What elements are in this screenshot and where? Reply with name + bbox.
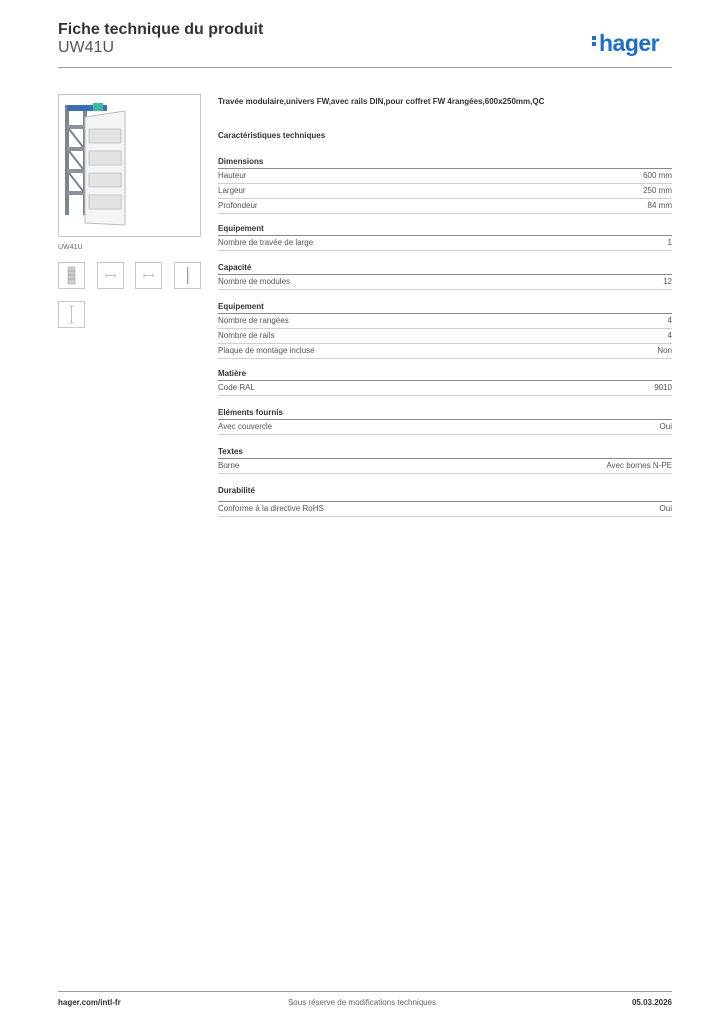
spec-row xyxy=(218,420,672,435)
spec-value: 250 mm xyxy=(643,186,672,195)
spec-row xyxy=(218,236,672,251)
spec-section-matiere xyxy=(218,367,672,396)
logo-text: hager xyxy=(599,30,660,56)
spec-row xyxy=(218,459,672,474)
spec-label: Profondeur xyxy=(218,201,258,210)
spec-value: 84 mm xyxy=(647,201,672,210)
spec-value: 9010 xyxy=(654,383,672,392)
product-reference: UW41U xyxy=(58,39,115,56)
spec-value: 12 xyxy=(663,277,672,286)
spec-value: Oui xyxy=(659,422,672,431)
spec-section-capacite xyxy=(218,261,672,290)
section-title: Capacité xyxy=(218,261,672,275)
depth-dimension-icon xyxy=(136,263,161,288)
spec-value: 600 mm xyxy=(643,171,672,180)
spec-row xyxy=(218,169,672,184)
spec-value: 4 xyxy=(667,316,672,325)
logo-dots-icon xyxy=(592,34,597,48)
footer-website-link[interactable]: hager.com/intl-fr xyxy=(58,998,121,1007)
spec-label: Plaque de montage incluse xyxy=(218,346,315,355)
spec-row xyxy=(218,199,672,214)
thumbnail-width-drawing[interactable] xyxy=(97,262,124,289)
spec-row xyxy=(218,381,672,396)
spec-value: 4 xyxy=(667,331,672,340)
spec-row xyxy=(218,329,672,344)
width-dimension-icon xyxy=(98,263,123,288)
thumbnail-height-drawing[interactable] xyxy=(58,301,85,328)
spec-row xyxy=(218,184,672,199)
spec-label: Nombre de modules xyxy=(218,277,291,286)
spec-label: Nombre de rails xyxy=(218,331,275,340)
spec-label: Nombre de travée de large xyxy=(218,238,314,247)
page-title: Fiche technique du produit xyxy=(58,21,264,38)
spec-label: Code RAL xyxy=(218,383,255,392)
specs-title: Caractéristiques techniques xyxy=(218,131,326,140)
spec-section-textes xyxy=(218,445,672,474)
spec-row xyxy=(218,314,672,329)
spec-value: Avec bornes N-PE xyxy=(606,461,672,470)
product-description: Travée modulaire,univers FW,avec rails DIN,pour coffret FW 4rangées,600x250mm,QC xyxy=(218,97,545,106)
enclosure-frame-icon xyxy=(59,95,200,236)
section-title: Textes xyxy=(218,445,672,459)
spec-row xyxy=(218,344,672,359)
product-main-image[interactable] xyxy=(58,94,201,237)
spec-section-durabilite xyxy=(218,484,672,517)
footer-notice: Sous réserve de modifications techniques xyxy=(287,998,437,1007)
spec-section-elements-fournis xyxy=(218,406,672,435)
section-title: Equipement xyxy=(218,222,672,236)
section-title: Matière xyxy=(218,367,672,381)
spec-row xyxy=(218,275,672,290)
side-view-icon xyxy=(175,263,200,288)
spec-section-dimensions xyxy=(218,155,672,214)
spec-section-equipement-1 xyxy=(218,222,672,251)
spec-label: Borne xyxy=(218,461,240,470)
spec-label: Largeur xyxy=(218,186,246,195)
section-title: Eléments fournis xyxy=(218,406,672,420)
spec-section-equipement-2 xyxy=(218,300,672,359)
height-dimension-icon xyxy=(59,302,84,327)
section-title: Durabilité xyxy=(218,484,672,502)
section-title: Dimensions xyxy=(218,155,672,169)
header-divider xyxy=(58,67,672,68)
hager-logo xyxy=(592,30,659,57)
footer-divider xyxy=(58,991,672,992)
spec-value: Oui xyxy=(659,504,672,513)
frame-thumbnail-icon xyxy=(59,263,84,288)
spec-label: Conforme à la directive RoHS xyxy=(218,504,324,513)
spec-label: Hauteur xyxy=(218,171,247,180)
footer-date: 05.03.2026 xyxy=(631,998,672,1007)
thumbnail-depth-drawing[interactable] xyxy=(135,262,162,289)
thumbnail-front-view[interactable] xyxy=(58,262,85,289)
image-caption: UW41U xyxy=(58,244,83,251)
thumbnail-side-view[interactable] xyxy=(174,262,201,289)
spec-value: 1 xyxy=(667,238,672,247)
spec-value: Non xyxy=(657,346,672,355)
spec-row xyxy=(218,502,672,517)
section-title: Equipement xyxy=(218,300,672,314)
spec-label: Avec couvercle xyxy=(218,422,273,431)
spec-label: Nombre de rangées xyxy=(218,316,289,325)
